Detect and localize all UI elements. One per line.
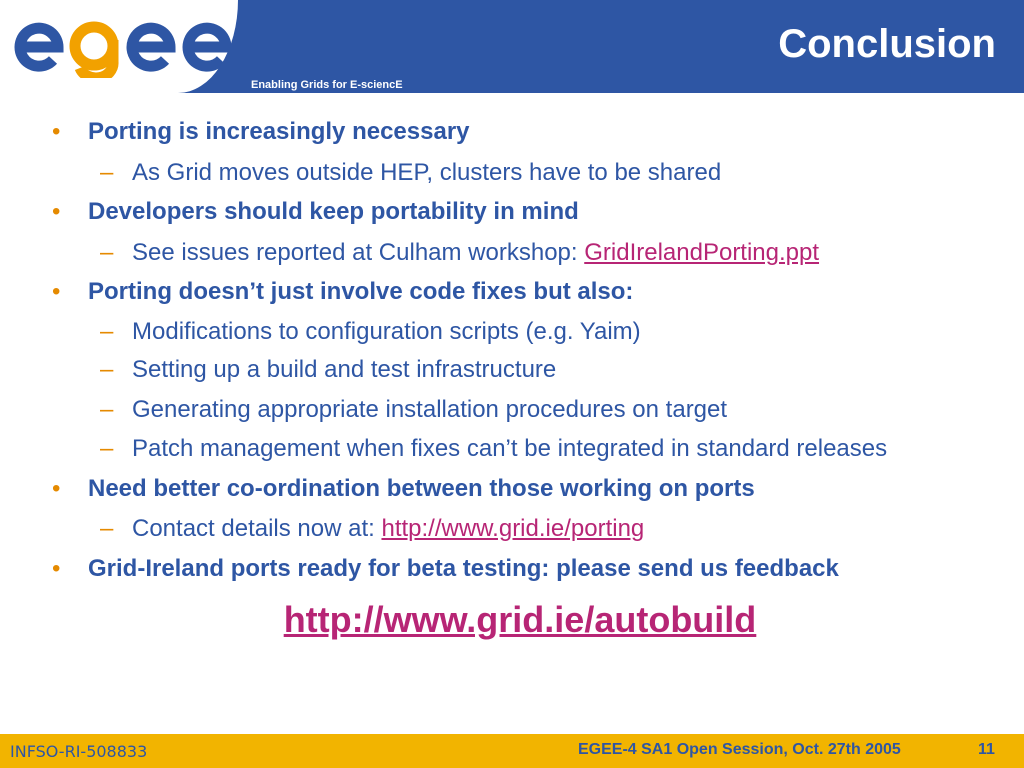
sub-bullet-item xyxy=(100,435,887,463)
dash-marker: – xyxy=(100,159,114,186)
sub-bullet-text: Patch management when fixes can’t be integrated in standard releases xyxy=(132,435,888,462)
bullet-item xyxy=(52,198,579,226)
dash-marker: – xyxy=(100,396,114,423)
sub-bullet-item xyxy=(100,159,721,187)
dash-marker: – xyxy=(100,515,114,542)
bullet-marker: • xyxy=(52,475,61,502)
bullet-marker: • xyxy=(52,198,61,225)
dash-marker: – xyxy=(100,318,114,345)
dash-marker: – xyxy=(100,356,114,383)
slide-footer xyxy=(0,734,1024,768)
bullet-text: Need better co-ordination between those working on ports xyxy=(88,475,755,502)
bullet-text: Porting is increasingly necessary xyxy=(88,118,470,145)
page-number: 11 xyxy=(978,741,995,758)
sub-bullet-item xyxy=(100,318,641,346)
tagline: Enabling Grids for E-sciencE xyxy=(251,79,403,91)
footer-event: EGEE-4 SA1 Open Session, Oct. 27th 2005 xyxy=(578,741,901,758)
sub-bullet-item xyxy=(100,515,644,543)
bullet-text: Grid-Ireland ports ready for beta testing: please send us feedback xyxy=(88,555,839,582)
bullet-item xyxy=(52,118,470,146)
dash-marker: – xyxy=(100,239,114,266)
sub-bullet-text: As Grid moves outside HEP, clusters have to be shared xyxy=(132,159,722,186)
dash-marker: – xyxy=(100,435,114,462)
footer-project-id: INFSO-RI-508833 xyxy=(10,742,148,761)
sub-bullet-text: Generating appropriate installation procedures on target xyxy=(132,396,728,423)
sub-bullet-item xyxy=(100,396,727,424)
sub-bullet-text: Modifications to configuration scripts (e.g. Yaim) xyxy=(132,318,641,345)
sub-bullet-text: See issues reported at Culham workshop: xyxy=(132,239,585,266)
bullet-item xyxy=(52,278,633,306)
bullet-item xyxy=(52,475,755,503)
page-title: Conclusion xyxy=(778,22,996,66)
sub-bullet-text: Contact details now at: xyxy=(132,515,382,542)
porting-url-link[interactable]: http://www.grid.ie/porting xyxy=(381,515,645,542)
sub-bullet-item xyxy=(100,356,556,384)
logo-container xyxy=(0,0,238,93)
bullet-marker: • xyxy=(52,118,61,145)
bullet-text: Developers should keep portability in mind xyxy=(88,198,579,225)
sub-bullet-text: Setting up a build and test infrastructure xyxy=(132,356,557,383)
bullet-text: Porting doesn’t just involve code fixes but also: xyxy=(88,278,634,305)
bullet-item xyxy=(52,555,839,583)
bullet-marker: • xyxy=(52,555,61,582)
autobuild-link[interactable]: http://www.grid.ie/autobuild xyxy=(283,599,757,640)
porting-ppt-link[interactable]: GridIrelandPorting.ppt xyxy=(584,239,820,266)
sub-bullet-item xyxy=(100,239,819,267)
slide-header xyxy=(0,0,1024,93)
bullet-marker: • xyxy=(52,278,61,305)
egee-logo xyxy=(12,16,236,78)
